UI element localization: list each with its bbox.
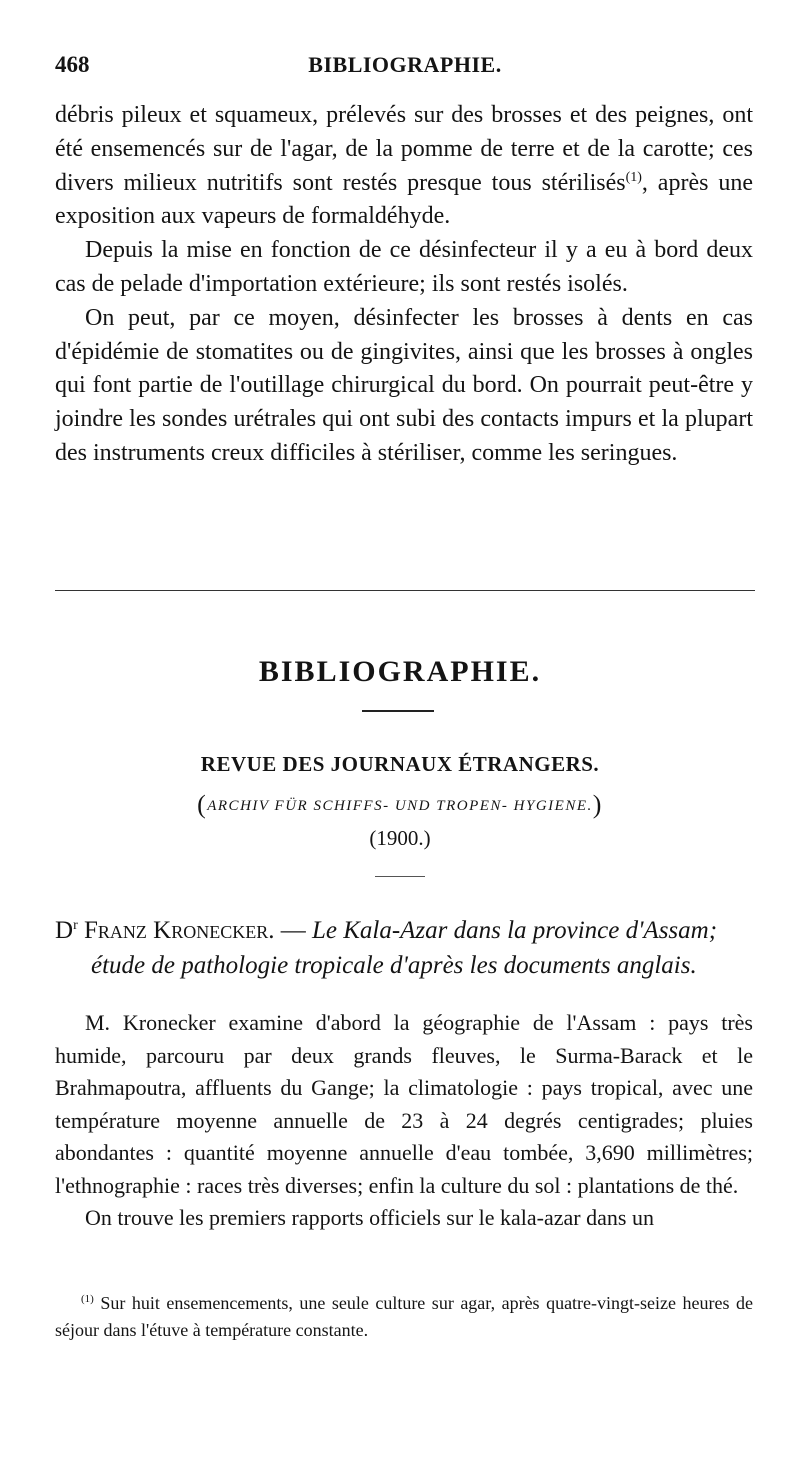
section-title: BIBLIOGRAPHIE. xyxy=(258,655,542,688)
paragraph: On trouve les premiers rapports officiels sur le kala-azar dans un xyxy=(85,1205,654,1230)
author-title-sup: r xyxy=(73,918,78,933)
section-subtitle: REVUE DES JOURNAUX ÉTRANGERS. xyxy=(200,752,600,776)
running-header xyxy=(55,52,755,82)
journal-year: (1900.) xyxy=(369,826,431,850)
journal-title: ARCHIV FÜR SCHIFFS- UND TROPEN- HYGIENE. xyxy=(207,798,593,814)
article-title-continued: étude de pathologie tropicale d'après les documents anglais. xyxy=(91,952,697,979)
paragraph: M. Kronecker examine d'abord la géographie de l'Assam : pays très humide, parcouru par deux grands fleuves, le Surma-Barack et le Brahmapoutra, affluents du Gange; la climatologie : pays tropical, avec une température moyenne annuelle de 23 à 24 degrés centigrades; pluies abondantes : quantité moyenne annuelle d'eau tombée, 3,690 millimètres; l'ethnographie : races très diverses; enfin la culture du sol : plantations de thé. xyxy=(55,1010,753,1198)
footnote-ref: (1) xyxy=(625,169,642,185)
heading-dash: — xyxy=(274,917,312,944)
article-body xyxy=(55,1007,753,1235)
footnote-text xyxy=(55,1286,753,1344)
year-rule xyxy=(375,876,425,877)
paragraph xyxy=(55,99,753,234)
article-heading xyxy=(55,913,755,983)
author-title: D xyxy=(55,917,74,944)
paren-open: ( xyxy=(197,790,208,819)
title-rule xyxy=(362,710,434,712)
footnote xyxy=(55,1286,753,1344)
journal-name xyxy=(0,790,800,820)
footnote-body: Sur huit ensemencements, une seule culture sur agar, après quatre-vingt-seize heures de séjour dans l'étuve à température constante. xyxy=(55,1293,753,1340)
paragraph-text: débris pileux et squameux, prélevés sur des brosses et des peignes, ont été ensemencés sur de l'agar, de la pomme de terre et de la carotte; ces divers milieux nutritifs sont restés presque tous stérilisés xyxy=(55,102,753,196)
paragraph: Depuis la mise en fonction de ce désinfecteur il y a eu à bord deux cas de pelade d'importation extérieure; ils sont restés isolés. xyxy=(55,237,753,297)
running-title: BIBLIOGRAPHIE. xyxy=(308,52,502,77)
author-name: Franz Kronecker. xyxy=(83,917,275,944)
footnote-marker: (1) xyxy=(81,1293,94,1305)
article-heading-line xyxy=(55,913,755,948)
page-number: 468 xyxy=(55,52,90,77)
paragraph: On peut, par ce moyen, désinfecter les brosses à dents en cas d'épidémie de stomatites ou de gingivites, ainsi que les brosses à ongles qui font partie de l'outillage chirurgical du bord. On pourrait peut-être y joindre les sondes urétrales qui ont subi des contacts impurs et la plupart des instruments creux difficiles à stériliser, comme les seringues. xyxy=(55,304,753,466)
section-divider xyxy=(55,590,755,591)
continued-text xyxy=(55,99,753,471)
paren-close: ) xyxy=(592,790,603,819)
paragraph-text: , après une exposition aux vapeurs de formaldéhyde. xyxy=(55,169,753,230)
article-title: Le Kala-Azar dans la province d'Assam; xyxy=(311,917,718,944)
